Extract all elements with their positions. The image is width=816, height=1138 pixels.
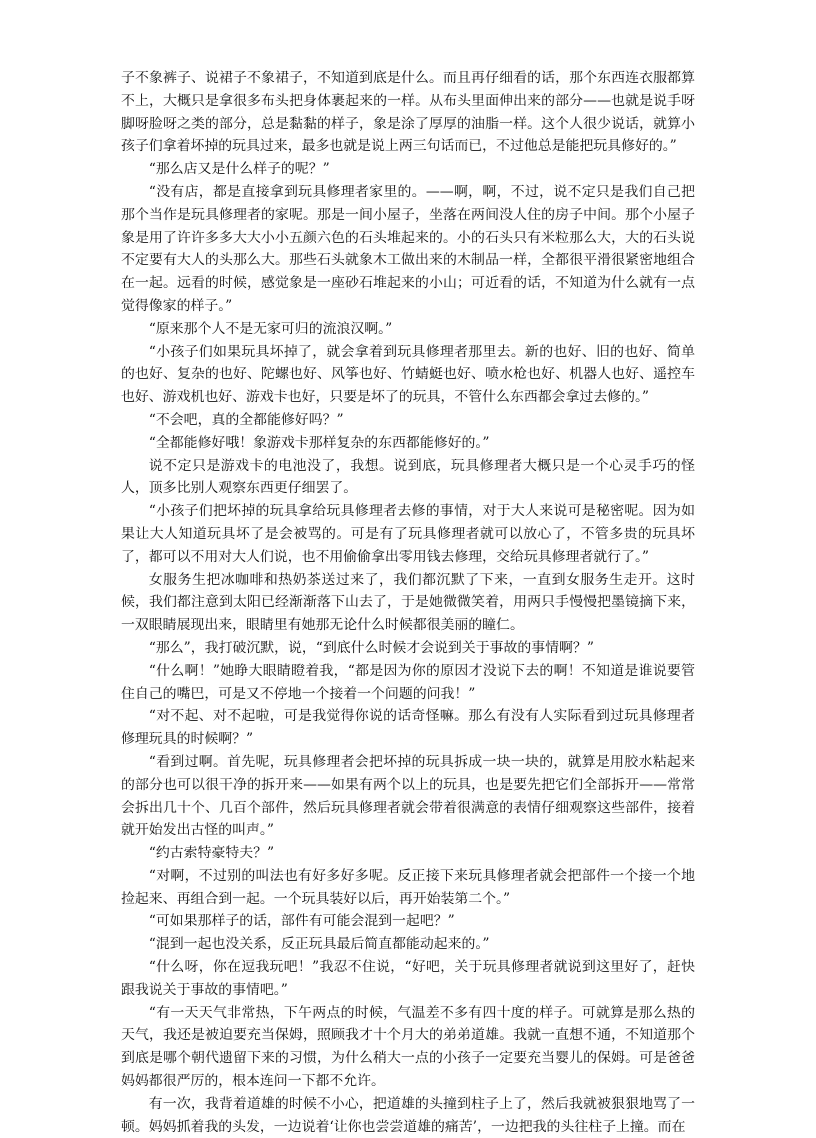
paragraph: 说不定只是游戏卡的电池没了，我想。说到底，玩具修理者大概只是一个心灵手巧的怪人，顶多比别人观察东西更仔细罢了。 [121, 457, 695, 497]
paragraph: “那么”，我打破沉默，说，“到底什么时候才会说到关于事故的事情啊？” [148, 639, 594, 656]
paragraph: “看到过啊。首先呢，玩具修理者会把坏掉的玩具拆成一块一块的，就算是用胶水粘起来的部分也可以很干净的拆开来——如果有两个以上的玩具，也是要先把它们全部拆开——常常会拆出几十个、几百个部件，然后玩具修理者就会带着很满意的表情仔细观察这些部件，接着就开始发出古怪的叫声。” [121, 753, 695, 839]
paragraph: “混到一起也没关系，反正玩具最后简直都能动起来的。” [148, 936, 490, 953]
paragraph: 有一次，我背着道雄的时候不小心，把道雄的头撞到柱子上了，然后我就被狠狠地骂了一顿。妈妈抓着我的头发，一边说着‘让你也尝尝道雄的痛苦’，一边把我的头往柱子上撞。而在 [121, 1095, 695, 1135]
paragraph: 子不象裤子、说裙子不象裙子，不知道到底是什么。而且再仔细看的话，那个东西连衣服都算不上，大概只是拿很多布头把身体裹起来的一样。从布头里面伸出来的部分——也就是说手呀脚呀脸呀之类的部分，总是黏黏的样子，象是涂了厚厚的油脂一样。这个人很少说话，就算小孩子们拿着坏掉的玩具过来，最多也就是说上两三句话而已，不过他总是能把玩具修好的。” [121, 70, 695, 155]
paragraph: “那么店又是什么样子的呢？” [148, 161, 330, 178]
paragraph: “什么呀，你在逗我玩吧！”我忍不住说，“好吧，关于玩具修理者就说到这里好了，赶快跟我说关于事故的事情吧。” [121, 959, 695, 998]
paragraph: “可如果那样子的话，部件有可能会混到一起吧？” [148, 913, 455, 930]
paragraph: “小孩子们如果玩具坏掉了，就会拿着到玩具修理者那里去。新的也好、旧的也好、简单的也好、复杂的也好、陀螺也好、风筝也好、竹蜻蜓也好、喷水枪也好、机器人也好、遥控车也好、游戏机也好、游戏卡也好，只要是坏了的玩具，不管什么东西都会拿过去修的。” [121, 343, 695, 406]
paragraph: “原来那个人不是无家可归的流浪汉啊。” [148, 320, 393, 337]
paragraph: 女服务生把冰咖啡和热奶茶送过来了，我们都沉默了下来，一直到女服务生走开。这时候，我们都注意到太阳已经渐渐落下山去了，于是她微微笑着，用两只手慢慢把墨镜摘下来，一双眼睛展现出来，眼睛里有她那无论什么时候都很美丽的瞳仁。 [121, 571, 695, 634]
paragraph: “全都能修好哦！象游戏卡那样复杂的东西都能修好的。” [148, 434, 490, 451]
paragraph: “什么啊！”她睁大眼睛瞪着我，“都是因为你的原因才没说下去的啊！不知道是谁说要管住自己的嘴巴，可是又不停地一个接着一个问题的问我！” [121, 662, 695, 702]
paragraph: “不会吧，真的全都能修好吗？” [148, 411, 344, 428]
document-body [121, 67, 695, 1138]
paragraph: “对不起、对不起啦，可是我觉得你说的话奇怪嘛。那么有没有人实际看到过玩具修理者修理玩具的时候啊？” [121, 708, 695, 748]
paragraph: “对啊，不过别的叫法也有好多好多呢。反正接下来玩具修理者就会把部件一个接一个地捡起来、再组合到一起。一个玩具装好以后，再开始装第二个。” [121, 867, 695, 907]
paragraph: “约古索特豪特夫？” [148, 845, 275, 862]
paragraph: “小孩子们把坏掉的玩具拿给玩具修理者去修的事情，对于大人来说可是秘密呢。因为如果让大人知道玩具坏了是会被骂的。可是有了玩具修理者就可以放心了，不管多贵的玩具坏了，都可以不用对大人们说，也不用偷偷拿出零用钱去修理，交给玩具修理者就行了。” [121, 503, 695, 565]
paragraph: “有一天天气非常热，下午两点的时候，气温差不多有四十度的样子。可就算是那么热的天气，我还是被迫要充当保姆，照顾我才十个月大的弟弟道雄。我就一直想不通，不知道那个到底是哪个朝代遗留下来的习惯，为什么稍大一点的小孩子一定要充当婴儿的保姆。可是爸爸妈妈都很严厉的，根本连问一下都不允许。 [121, 1004, 695, 1090]
paragraph: “没有店，都是直接拿到玩具修理者家里的。——啊，啊，不过，说不定只是我们自己把那个当作是玩具修理者的家呢。那是一间小屋子，坐落在两间没人住的房子中间。那个小屋子象是用了许许多多大大小小五颜六色的石头堆起来的。小的石头只有米粒那么大，大的石头说不定要有大人的头那么大。那些石头就象木工做出来的木制品一样，全都很平滑很紧密地组合在一起。远看的时候，感觉象是一座砂石堆起来的小山；可近看的话，不知道为什么就有一点觉得像家的样子。” [121, 183, 695, 314]
